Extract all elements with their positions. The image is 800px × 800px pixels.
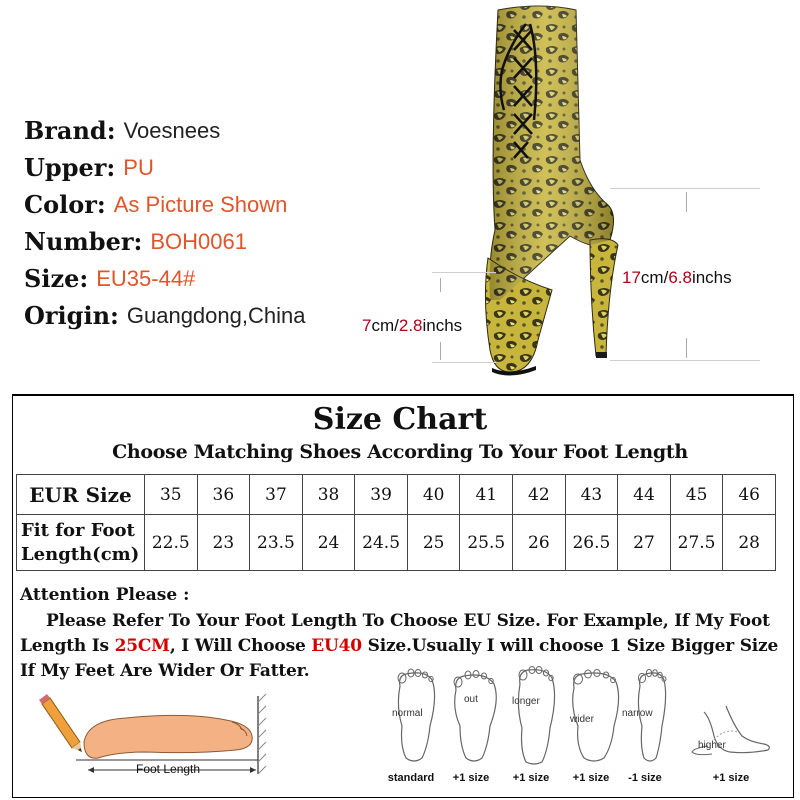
foot-length-cell: 24.5 [355, 515, 408, 571]
size-chart-subtitle: Choose Matching Shoes According To Your Foot Length [112, 441, 688, 463]
foot-length-row [17, 515, 776, 571]
platform-in: 2.8 [398, 316, 423, 335]
foot-type-out [440, 666, 504, 790]
foot-types [380, 666, 790, 790]
product-specs [24, 112, 354, 334]
foot-tag: narrow [622, 708, 653, 719]
heel-height-arrow [686, 192, 687, 212]
eur-size-cell: 37 [250, 475, 303, 515]
attention-highlight-length: 25CM [114, 636, 170, 656]
foot-length-label: Foot Length [136, 762, 201, 776]
platform-top-guide [432, 272, 496, 273]
foot-outline-icon [506, 666, 562, 766]
foot-length-cell: 22.5 [145, 515, 198, 571]
spec-value: PU [123, 154, 154, 180]
foot-tag: longer [512, 696, 540, 707]
pencil-icon [39, 694, 82, 752]
foot-tag: out [464, 694, 478, 705]
spec-number [24, 223, 354, 260]
spec-label: Number: [24, 227, 143, 256]
eur-size-cell: 43 [565, 475, 618, 515]
heel-top-guide [610, 188, 760, 189]
foot-length-cell: 26 [513, 515, 566, 571]
heel-height-arrow [686, 338, 687, 358]
size-table [16, 474, 776, 571]
spec-color [24, 186, 354, 223]
foot-length-cell: 23 [197, 515, 250, 571]
platform-in-unit: inchs [422, 316, 463, 335]
foot-length-header-line1: Fit for Foot [21, 520, 135, 542]
platform-height-arrow [440, 278, 441, 292]
foot-tag: wider [570, 714, 594, 725]
eur-size-cell: 46 [723, 475, 776, 515]
attention-highlight-size: EU40 [311, 636, 362, 656]
snakeskin-boot-illustration [440, 0, 640, 378]
spec-label: Brand: [24, 116, 116, 145]
heel-height-label [622, 268, 732, 288]
foot-tag: higher [698, 740, 726, 751]
heel-in-unit: inchs [691, 268, 732, 287]
spec-label: Color: [24, 190, 106, 219]
attention-text: Size.Usually I will choose 1 Size Bigger Size If My Feet Are Wider Or Fatter. [20, 636, 779, 681]
eur-size-cell: 41 [460, 475, 513, 515]
foot-length-cell: 25.5 [460, 515, 513, 571]
eur-size-cell: 45 [670, 475, 723, 515]
spec-value: EU35-44# [96, 265, 196, 291]
attention-text: Please Refer To Your Foot Length To Choose EU Size. For Example, If My Foot Length Is [20, 611, 770, 656]
spec-value: As Picture Shown [113, 191, 288, 217]
foot-caption: +1 size [512, 772, 550, 784]
foot-caption: standard [387, 772, 435, 784]
foot-type-narrow [616, 666, 680, 790]
eur-size-cell: 36 [197, 475, 250, 515]
eur-size-header: EUR Size [17, 475, 145, 515]
boot-image [440, 0, 640, 378]
foot-length-cell: 28 [723, 515, 776, 571]
spec-value: Voesnees [123, 117, 221, 143]
foot-type-longer [500, 666, 564, 790]
foot-length-header [17, 515, 145, 571]
foot-caption: -1 size [628, 772, 662, 784]
platform-cm-unit: cm/ [371, 316, 399, 335]
foot-tag: normal [392, 708, 423, 719]
size-chart-title: Size Chart [312, 402, 488, 437]
platform-bottom-guide [432, 362, 496, 363]
heel-cm: 17 [622, 268, 641, 287]
spec-label: Upper: [24, 153, 116, 182]
foot-length-cell: 25 [407, 515, 460, 571]
foot-length-cell: 27.5 [670, 515, 723, 571]
heel-bottom-guide [610, 360, 760, 361]
eur-size-cell: 38 [302, 475, 355, 515]
spec-value: Guangdong,China [126, 302, 306, 328]
platform-cm: 7 [362, 316, 372, 335]
foot-caption: +1 size [572, 772, 610, 784]
foot-type-higher [680, 666, 780, 790]
eur-size-cell: 39 [355, 475, 408, 515]
spec-size [24, 260, 354, 297]
foot-length-header-line2: Length(cm) [21, 543, 140, 565]
heel-in: 6.8 [668, 268, 692, 287]
foot-length-cell: 26.5 [565, 515, 618, 571]
foot-side-icon [684, 666, 774, 766]
spec-value: BOH0061 [150, 228, 247, 254]
foot-type-normal [380, 666, 444, 790]
spec-origin [24, 297, 354, 334]
platform-height-label [362, 316, 462, 336]
foot-outline-icon [446, 666, 502, 766]
foot-length-cell: 24 [302, 515, 355, 571]
spec-brand [24, 112, 354, 149]
eur-size-cell: 42 [513, 475, 566, 515]
platform-height-arrow [440, 342, 441, 360]
foot-length-cell: 27 [618, 515, 671, 571]
eur-size-cell: 40 [407, 475, 460, 515]
eur-size-cell: 35 [145, 475, 198, 515]
foot-caption: +1 size [452, 772, 490, 784]
spec-upper [24, 149, 354, 186]
heel-cm-unit: cm/ [640, 268, 669, 287]
eur-size-cell: 44 [618, 475, 671, 515]
attention-title: Attention Please : [20, 585, 190, 605]
foot-length-cell: 23.5 [250, 515, 303, 571]
attention-text: , I Will Choose [169, 636, 312, 656]
eur-size-row [17, 475, 776, 515]
spec-label: Origin: [24, 301, 119, 330]
foot-caption: +1 size [712, 772, 750, 784]
spec-label: Size: [24, 264, 89, 293]
